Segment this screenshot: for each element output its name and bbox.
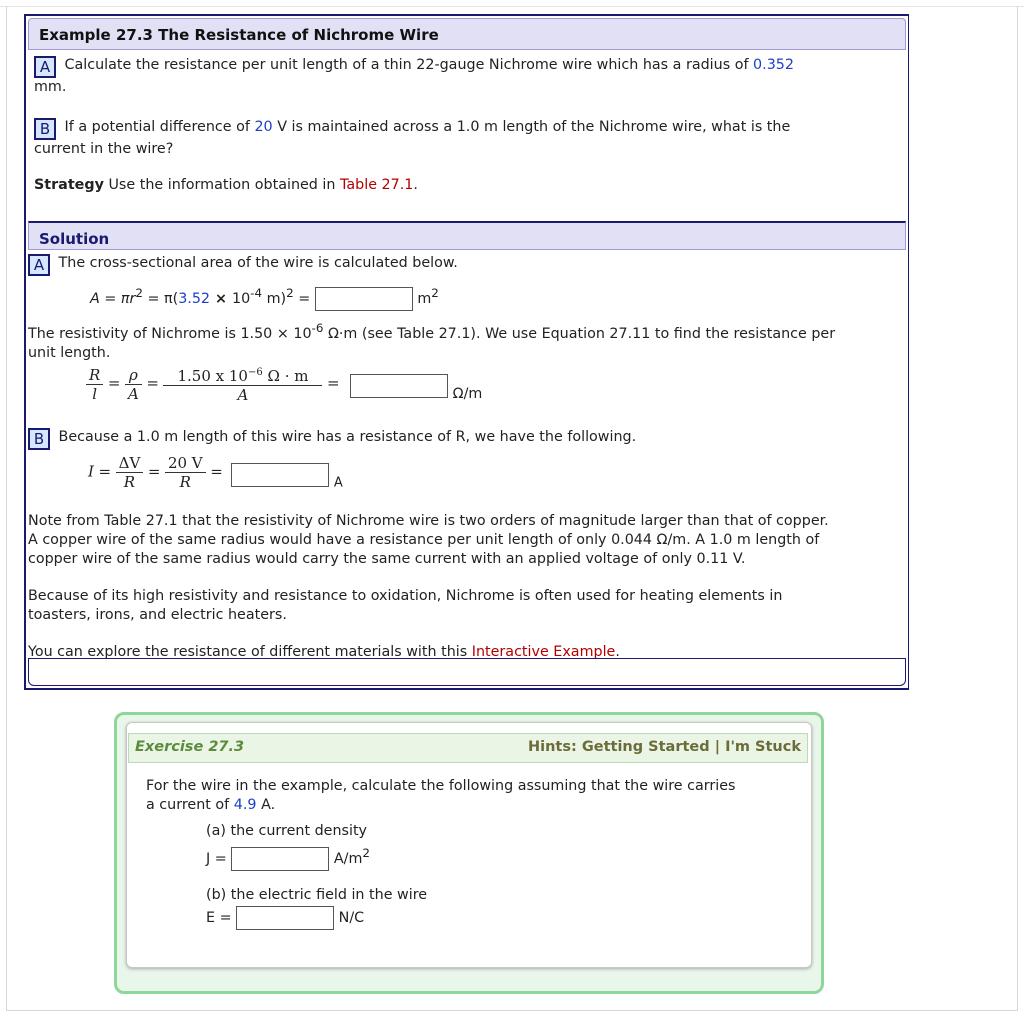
electric-field-input[interactable] <box>236 906 334 930</box>
exercise-part-a-label: (a) the current density <box>206 823 368 839</box>
solution-header <box>28 221 906 250</box>
note-paragraph: Note from Table 27.1 that the resistivity of Nichrome wire is two orders of magnitude larger than that of copper. A copper wire of the same radius would have a resistance per unit length of only 0.044 Ω/m. A 1.0 m length of copper wire of the same radius would carry the same current with an applied voltage of only 0.11 V. <box>28 513 829 567</box>
radius-value: 0.352 <box>753 57 794 73</box>
voltage-value: 20 <box>254 119 273 135</box>
hint-im-stuck-link[interactable]: I'm Stuck <box>725 739 801 755</box>
example-header <box>28 18 906 50</box>
current-equation: I = $\frac{\Delta V}{R}$ = $\frac{20 V}{R}$ = A <box>88 454 343 491</box>
current-answer-input[interactable] <box>231 463 329 487</box>
exercise-intro: For the wire in the example, calculate the following assuming that the wire carries a current of 4.9 A. <box>146 778 736 813</box>
fraction-r-over-l: $\frac{R}{l}$ <box>86 366 103 403</box>
resistance-answer-input[interactable] <box>350 374 448 398</box>
resistivity-text: The resistivity of Nichrome is $1.50 \times 10^{-6}$ Ω·m (see Table 27.1). We use Equation 27.11 to find the resistance per unit length. <box>28 321 836 361</box>
hint-getting-started-link[interactable]: Getting Started <box>581 739 710 755</box>
hints-bar: Hints: Getting Started | I'm Stuck <box>528 739 801 755</box>
nichrome-uses-paragraph: Because of its high resistivity and resistance to oxidation, Nichrome is often used for heating elements in toasters, irons, and electric heaters. <box>28 588 783 623</box>
solution-title: Solution <box>39 230 110 248</box>
area-equation: $A = \pi r^2 = \pi(3.52 \times 10^{-4}$ $m)^2 = m^2$ <box>90 284 439 311</box>
strategy-line: Strategy Use the information obtained in Table 27.1. <box>34 177 418 193</box>
example-panel <box>24 14 909 690</box>
exercise-part-b-label: (b) the electric field in the wire <box>206 887 428 903</box>
area-answer-input[interactable] <box>315 287 413 311</box>
electric-field-row: E = N/C <box>206 906 364 930</box>
example-footer-bar <box>28 658 906 686</box>
exercise-header <box>128 733 808 763</box>
exercise-title: Exercise 27.3 <box>135 739 245 755</box>
strategy-label: Strategy <box>34 177 104 193</box>
resistance-equation: $\frac{R}{l}$ = $\frac{\rho}{A}$ = $\frac{1.50 x 10^{-6} \Omega \cdot m}{A}$ = Ω/m <box>86 364 482 414</box>
explore-line: You can explore the resistance of different materials with this Interactive Example. <box>28 644 620 660</box>
solution-a-text: A The cross-sectional area of the wire is calculated below. <box>28 254 458 276</box>
current-density-input[interactable] <box>231 847 329 871</box>
exercise-current-value: 4.9 <box>233 797 257 813</box>
fraction-rho-over-a: $\frac{\rho}{A}$ <box>125 366 142 403</box>
part-b-label: B <box>34 118 56 140</box>
table-27-1-link[interactable]: Table 27.1 <box>340 177 414 193</box>
part-b-question: B If a potential difference of 20 V is maintained across a 1.0 m length of the Nichrome wire, what is the current in the wire? <box>34 119 791 157</box>
hints-label: Hints: <box>528 739 577 755</box>
current-density-row: $J = A/m^2$ <box>206 844 370 871</box>
solution-b-label: B <box>28 428 50 450</box>
part-a-question: A Calculate the resistance per unit length of a thin 22-gauge Nichrome wire which has a radius of 0.352 mm. <box>34 57 794 95</box>
interactive-example-link[interactable]: Interactive Example <box>471 644 616 660</box>
fraction-20v-over-r: $\frac{20 V}{R}$ <box>165 454 206 491</box>
solution-a-label: A <box>28 254 50 276</box>
part-a-label: A <box>34 56 56 78</box>
solution-b-text: B Because a 1.0 m length of this wire has a resistance of R, we have the following. <box>28 428 636 450</box>
fraction-resistivity-over-area: $\frac{1.50 x 10^{-6} \Omega \cdot m}{A}$ <box>163 364 322 404</box>
area-radius-value: 3.52 <box>178 290 211 307</box>
fraction-dv-over-r: $\frac{\Delta V}{R}$ <box>116 454 144 491</box>
example-title: Example 27.3 The Resistance of Nichrome Wire <box>39 26 439 44</box>
